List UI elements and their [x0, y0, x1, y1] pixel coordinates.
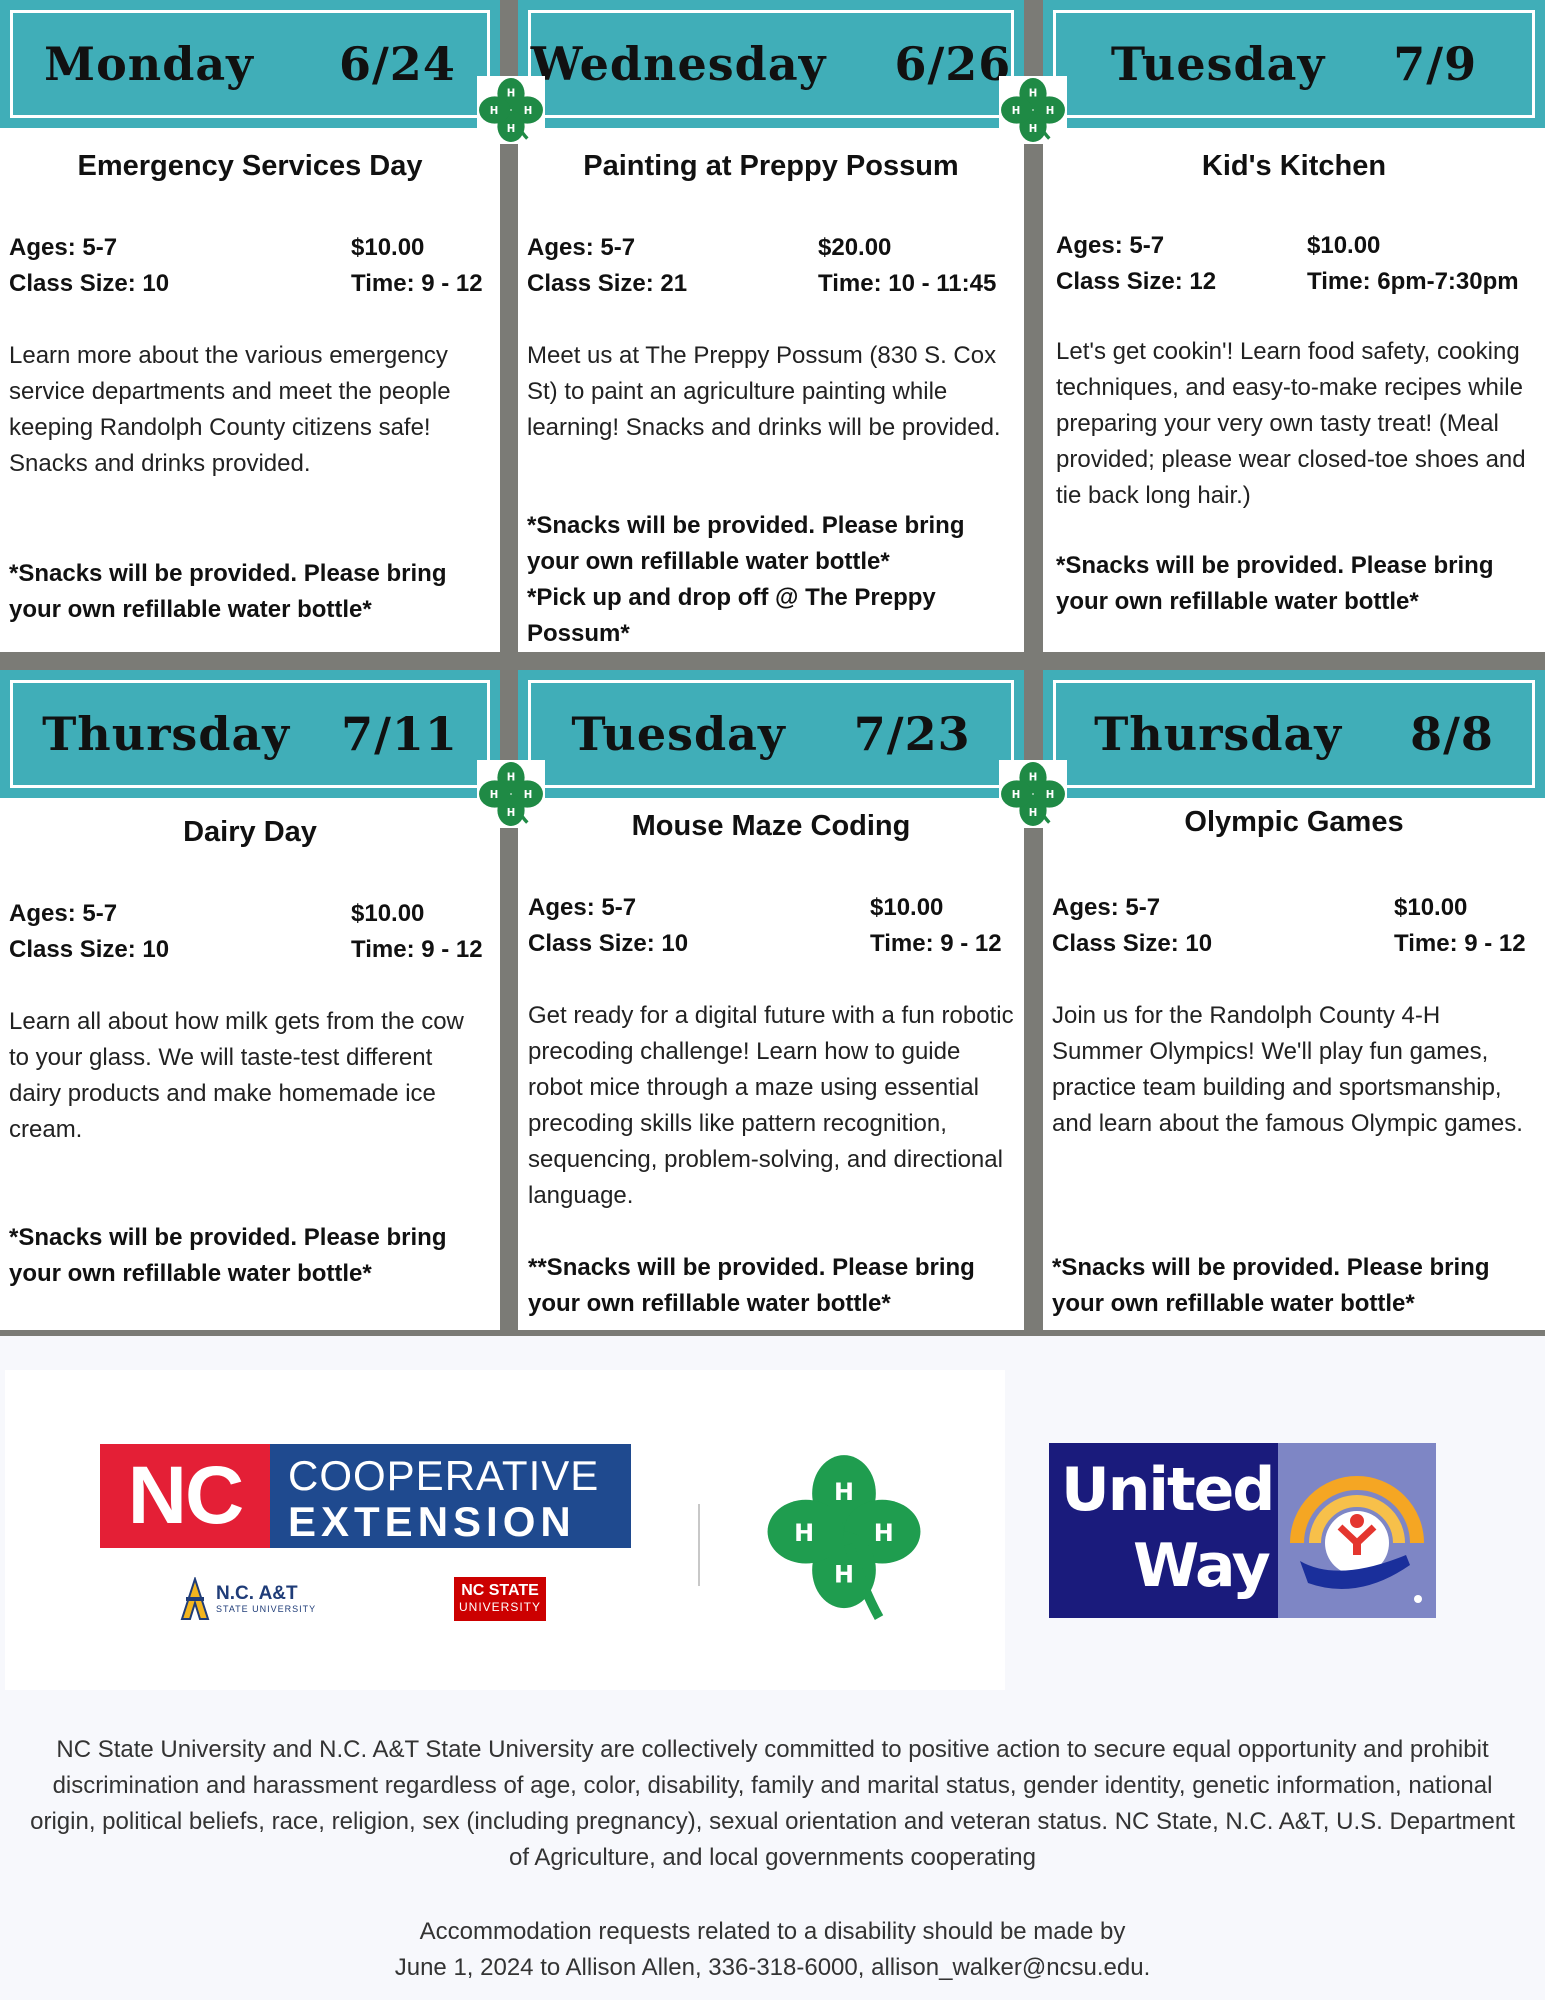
class-meta: [528, 890, 1018, 962]
day-banner: [1043, 670, 1545, 798]
four-h-logo-icon: [764, 1452, 924, 1624]
day-banner: [0, 0, 500, 128]
class-title: Emergency Services Day: [77, 150, 423, 182]
class-title: Dairy Day: [183, 816, 317, 848]
class-description: Learn all about how milk gets from the cow to your glass. We will taste-test different dairy products and make homemade ice cream.: [9, 1008, 464, 1143]
clover-icon: [477, 760, 545, 828]
day-label: Tuesday 7/23: [571, 707, 971, 761]
class-meta: [527, 230, 1018, 302]
class-size: Class Size: 10: [9, 270, 170, 297]
clover-icon: [999, 76, 1067, 144]
class-card-thursday-7-11: [0, 670, 500, 1330]
price: $10.00: [1394, 894, 1468, 921]
accommodation-notice: Accommodation requests related to a disability should be made by June 1, 2024 to Allison Allen, 336-318-6000, allison_walker@ncsu.edu.: [394, 1918, 1151, 1981]
class-title: Painting at Preppy Possum: [583, 150, 959, 182]
day-banner: [518, 670, 1024, 798]
day-banner: [0, 670, 500, 798]
day-banner: [518, 0, 1024, 128]
clover-icon: [477, 76, 545, 144]
class-description: Get ready for a digital future with a fun robotic precoding challenge! Learn how to guide robot mice through a maze using essential precoding skills like pattern recognition, sequencing, problem-solving, and directional language.: [528, 1002, 1014, 1209]
clover-icon: [999, 760, 1067, 828]
ncsu-logo: NC STATE UNIVERSITY: [454, 1577, 546, 1621]
class-size: Class Size: 21: [527, 270, 688, 297]
svg-text:H: H: [834, 1560, 854, 1589]
snack-note: *Snacks will be provided. Please bring your own refillable water bottle*: [9, 1224, 447, 1287]
ages: Ages: 5-7: [9, 234, 118, 261]
nondiscrimination-statement: NC State University and N.C. A&T State University are collectively committed to positive action to secure equal opportunity and prohibit discrimination and harassment regardless of age, color, disability, family and marital status, gender identity, genetic information, national origin, political beliefs, race, religion, sex (including pregnancy), sexual orientation and veteran status. NC State, N.C. A&T, U.S. Department of Agriculture, and local governments cooperating: [30, 1736, 1515, 1871]
class-size: Class Size: 10: [528, 930, 689, 957]
snack-note: *Snacks will be provided. Please bring your own refillable water bottle*: [9, 560, 447, 623]
class-meta: [9, 896, 494, 968]
time: Time: 6pm-7:30pm: [1307, 268, 1519, 295]
class-meta: [1056, 228, 1539, 300]
day-label: Wednesday 6/26: [530, 37, 1012, 91]
day-label: Thursday 8/8: [1094, 707, 1494, 761]
class-card-wednesday: [518, 0, 1024, 652]
class-title: Mouse Maze Coding: [631, 810, 911, 842]
class-card-monday: [0, 0, 500, 652]
class-title: Olympic Games: [1184, 806, 1404, 838]
price: $20.00: [818, 234, 892, 261]
class-meta: [1052, 890, 1539, 962]
class-card-tuesday-7-23: [518, 670, 1024, 1330]
ages: Ages: 5-7: [9, 900, 118, 927]
class-title: Kid's Kitchen: [1201, 150, 1387, 182]
class-description: Meet us at The Preppy Possum (830 S. Cox St) to paint an agriculture painting while learning! Snacks and drinks will be provided.: [527, 342, 1001, 441]
ages: Ages: 5-7: [527, 234, 636, 261]
day-banner: [1043, 0, 1545, 128]
class-size: Class Size: 10: [1052, 930, 1213, 957]
svg-text:H: H: [794, 1519, 815, 1548]
snack-note: *Snacks will be provided. Please bring your own refillable water bottle*: [527, 512, 965, 575]
class-description: Learn more about the various emergency service departments and meet the people keeping Randolph County citizens safe! Snacks and drinks provided.: [9, 342, 451, 477]
ages: Ages: 5-7: [1052, 894, 1161, 921]
class-size: Class Size: 10: [9, 936, 170, 963]
united-way-hand-icon: [1278, 1443, 1436, 1618]
ages: Ages: 5-7: [1056, 232, 1165, 259]
logo-divider: [698, 1504, 700, 1586]
aggie-icon: [180, 1577, 210, 1621]
class-description: Join us for the Randolph County 4-H Summer Olympics! We'll play fun games, practice team building and sportsmanship, and learn about the famous Olympic games.: [1052, 1002, 1523, 1137]
snack-note: **Snacks will be provided. Please bring your own refillable water bottle*: [528, 1254, 975, 1317]
time: Time: 9 - 12: [870, 930, 1002, 957]
day-label: Thursday 7/11: [42, 707, 458, 761]
ages: Ages: 5-7: [528, 894, 637, 921]
class-description: Let's get cookin'! Learn food safety, cooking techniques, and easy-to-make recipes while preparing your very own tasty treat! (Meal provided; please wear closed-toe shoes and tie back long hair.): [1056, 338, 1526, 509]
class-card-tuesday-7-9: [1043, 0, 1545, 652]
day-label: Tuesday 7/9: [1110, 37, 1478, 91]
price: $10.00: [1307, 232, 1381, 259]
cooperative-extension-logo: COOPERATIVE EXTENSION: [270, 1444, 631, 1548]
price: $10.00: [351, 900, 425, 927]
time: Time: 9 - 12: [351, 270, 483, 297]
day-label: Monday 6/24: [44, 37, 456, 91]
svg-text:H: H: [834, 1477, 854, 1506]
class-meta: [9, 230, 494, 302]
snack-note: *Snacks will be provided. Please bring your own refillable water bottle*: [1056, 552, 1494, 615]
class-size: Class Size: 12: [1056, 268, 1217, 295]
pickup-note: *Pick up and drop off @ The Preppy Possum*: [527, 584, 936, 647]
time: Time: 9 - 12: [351, 936, 483, 963]
svg-text:H: H: [873, 1519, 894, 1548]
snack-note: *Snacks will be provided. Please bring your own refillable water bottle*: [1052, 1254, 1490, 1317]
ncat-logo: N.C. A&T STATE UNIVERSITY: [180, 1576, 316, 1622]
nc-logo: NC: [100, 1444, 270, 1548]
time: Time: 9 - 12: [1394, 930, 1526, 957]
price: $10.00: [351, 234, 425, 261]
united-way-logo: United Way: [1049, 1443, 1436, 1618]
price: $10.00: [870, 894, 944, 921]
class-card-thursday-8-8: [1043, 670, 1545, 1330]
time: Time: 10 - 11:45: [818, 270, 997, 297]
